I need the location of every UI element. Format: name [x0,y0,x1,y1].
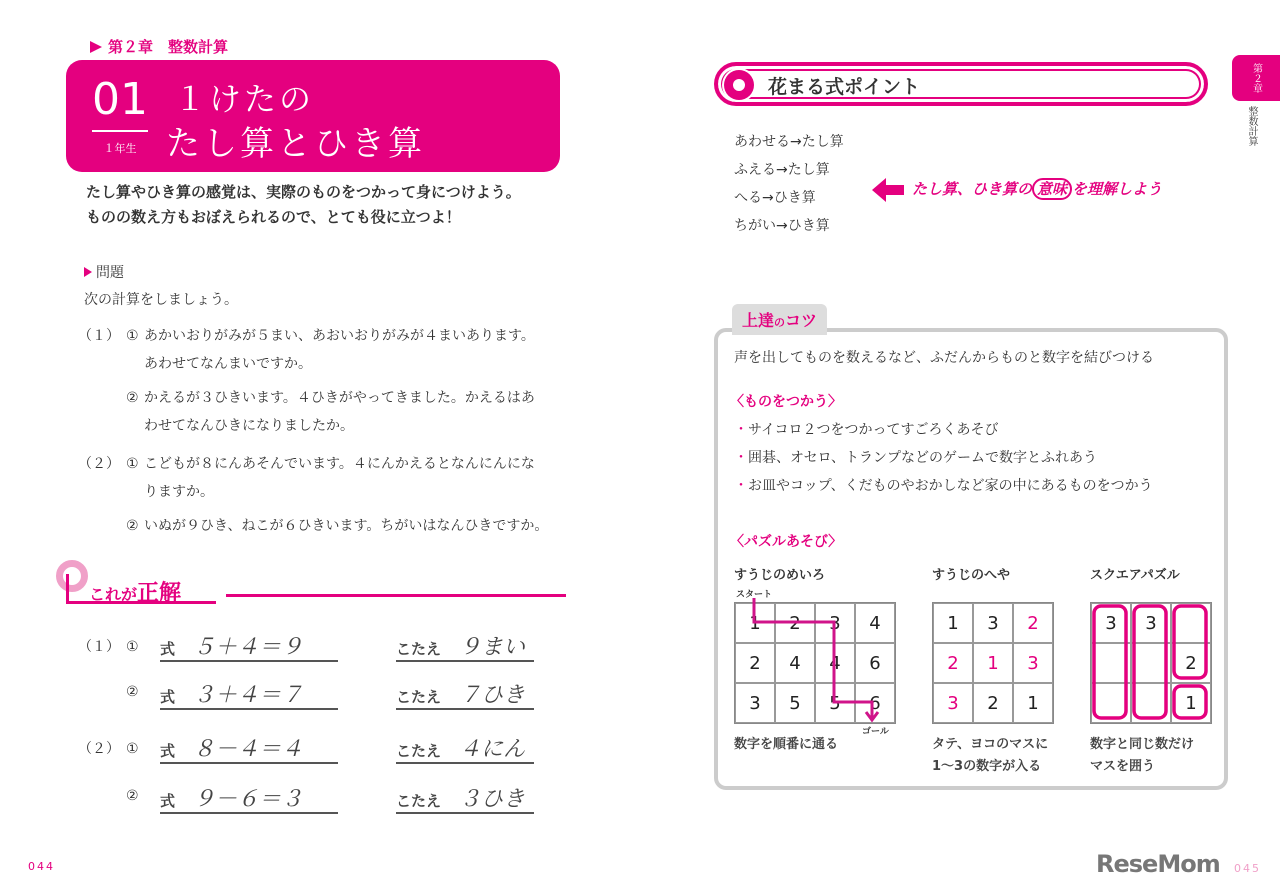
hint-circled: 意味 [1032,178,1072,200]
puzzle-grid [1090,602,1212,724]
hint-text [912,178,1162,199]
problem-text [144,512,548,540]
title-line-2: たし算とひき算 [166,124,425,164]
puzzle-cell: 5 [815,683,855,723]
puzzle-cell: 3 [933,683,973,723]
keyword-item: ふえる→たし算 [734,162,830,178]
puzzle-cell: 3 [1131,603,1171,643]
puzzle-cell [1131,643,1171,683]
bullet: ・ [734,450,748,466]
answer-value: ９まい [459,635,526,660]
equation-value: ３＋４＝７ [193,683,304,708]
chapter-text: 第２章 整数計算 [108,38,229,56]
problem-heading [84,262,124,282]
puzzle-grid [734,602,896,724]
watermark-logo: ReseMom [1096,850,1220,878]
things-text: サイコロ２つをつかってすごろくあそび [748,422,999,438]
tips-tab [732,304,827,335]
problem-list [78,322,598,546]
hint-b: を理解しよう [1072,180,1163,198]
equation-label: 式 [160,792,176,810]
problem-mark: ① [126,456,139,472]
puzzle-cell: 3 [973,603,1013,643]
problem-line: りますか。 [144,484,214,500]
puzzle-caption [1090,734,1194,778]
answer [396,678,534,710]
answer-value: ４にん [459,737,526,762]
equation [160,630,338,662]
problem-mark: ① [126,328,139,344]
answer-mark: ① [126,639,139,655]
point-title: 花まる式ポイント [768,76,921,98]
answer-row [78,635,526,660]
tips-tab-b: の [774,316,786,329]
problem-line: いぬが９ひき、ねこが６ひきいます。ちがいはなんひきですか。 [144,518,549,534]
equation [160,732,338,764]
puzzle-cell: 3 [1091,603,1131,643]
problem-number: （２） [78,456,120,472]
puzzle-title: すうじのへや [932,568,1011,583]
puzzle-caption [734,734,838,756]
heading-rule [226,594,566,597]
chapter-side-tab[interactable]: 第２章 [1232,55,1280,101]
problem-number: （１） [78,328,120,344]
puzzle-title: すうじのめいろ [734,568,826,583]
answer-heading-b: 正解 [137,581,182,606]
problem-item [78,322,598,378]
answer-heading [56,556,568,616]
puzzle-cell: 2 [933,643,973,683]
things-item [734,472,1153,500]
tips-lead: 声を出してものを数えるなど、ふだんからものと数字を結びつける [734,350,1154,366]
puzzle-cell: 4 [775,643,815,683]
puzzle-cell [1091,683,1131,723]
problem-line: わせてなんひきになりましたか。 [144,418,354,434]
equation [160,678,338,710]
chapter-label [90,36,228,57]
answer-number: （１） [78,639,120,655]
problem-line: あかいおりがみが５まい、あおいおりがみが４まいあります。 [144,328,535,344]
answer-heading-a: これが [89,585,138,604]
keyword-item: へる→ひき算 [734,190,816,206]
things-text: お皿やコップ、くだものやおかしなど家の中にあるものをつかう [748,478,1153,494]
page-number-right: 045 [1234,862,1261,875]
answer-label: こたえ [396,688,442,706]
problem-line: こどもが８にんあそんでいます。４にんかえるとなんにんにな [144,456,535,472]
problem-line: かえるが３ひきいます。４ひきがやってきました。かえるはあ [144,390,535,406]
answer-value: ７ひき [459,683,526,708]
problem-item [78,450,598,506]
puzzle-heading: 〈パズルあそび〉 [730,534,843,550]
puzzle-cell: 2 [1013,603,1053,643]
caption-line: 数字と同じ数だけ [1090,737,1195,752]
triangle-icon [84,267,92,277]
answer-mark: ① [126,741,139,757]
puzzle-cell: 3 [735,683,775,723]
things-heading: 〈ものをつかう〉 [730,394,842,410]
goal-label: ゴール [862,727,889,737]
problem-instruction: 次の計算をしましょう。 [84,292,238,308]
puzzle-cell: 4 [815,643,855,683]
left-arrow-icon [872,178,904,202]
lesson-number: 01 [92,74,148,125]
things-text: 囲碁、オセロ、トランプなどのゲームで数字とふれあう [748,450,1098,466]
puzzle-cell: 1 [1013,683,1053,723]
problem-text [144,322,535,378]
puzzle-cell: 1 [973,643,1013,683]
tips-tab-c: コツ [785,311,818,330]
puzzle-cell: 4 [855,603,895,643]
puzzle-cell: 1 [1171,683,1211,723]
puzzle-cell: 2 [1171,643,1211,683]
lesson-title-box [66,60,560,172]
problem-mark: ② [126,390,139,406]
problem-line: あわせてなんまいですか。 [144,356,312,372]
caption-line: 数字を順番に通る [734,737,839,752]
equation-label: 式 [160,688,176,706]
answer-label: こたえ [396,640,442,658]
start-label: スタート [736,590,773,600]
things-list [734,416,1153,500]
hint-a: たし算、ひき算の [912,180,1033,198]
keyword-item: あわせる→たし算 [734,134,844,150]
flag-icon [90,41,102,53]
puzzle-cell: 3 [815,603,855,643]
answer-mark: ② [126,788,139,804]
divider [92,130,148,132]
tips-tab-a: 上達 [742,311,775,330]
caption-line: 1～3の数字が入る [932,759,1042,774]
equation-label: 式 [160,640,176,658]
answer-number: （２） [78,741,120,757]
puzzle-cell [1171,603,1211,643]
problem-item [78,512,598,540]
puzzle-cell: 2 [775,603,815,643]
things-item [734,416,1153,444]
answer [396,630,534,662]
title-line-1: １けたの [174,80,315,118]
answer-mark: ② [126,684,139,700]
page-number-left: 044 [28,860,55,873]
equation [160,782,338,814]
answer-label: こたえ [396,742,442,760]
puzzle-grid [932,602,1054,724]
flower-icon [724,70,754,100]
answer [396,782,534,814]
caption-line: タテ、ヨコのマスに [932,737,1049,752]
puzzle-cell: 2 [735,643,775,683]
problem-text [144,450,535,506]
intro-line: ものの数え方もおぼえられるので、とても役に立つよ！ [86,208,461,226]
puzzle-cell: 5 [775,683,815,723]
point-banner [714,62,1208,106]
puzzle-title: スクエアパズル [1090,568,1180,583]
grade-label: １年生 [103,142,137,155]
chapter-side-name: 整数計算 [1246,106,1257,146]
puzzle-cell: 2 [973,683,1013,723]
answer-label: こたえ [396,792,442,810]
puzzle-cell: 6 [855,643,895,683]
problem-heading-text: 問題 [96,265,124,281]
answer-row [78,737,526,762]
problem-item [78,384,598,440]
answer-row [78,683,526,708]
problem-text [144,384,535,440]
things-item [734,444,1153,472]
equation-value: ５＋４＝９ [193,635,304,660]
bullet: ・ [734,422,748,438]
intro-line: たし算やひき算の感覚は、実際のものをつかって身につけよう。 [86,183,521,201]
puzzle-cell: 1 [735,603,775,643]
caption-line: マスを囲う [1090,759,1156,774]
answer [396,732,534,764]
puzzle-cell: 1 [933,603,973,643]
keyword-item: ちがい→ひき算 [734,218,830,234]
problem-number [78,512,126,540]
answer-value: ３ひき [459,787,526,812]
answer-heading-label [66,574,216,604]
puzzle-cell [1131,683,1171,723]
problem-number [78,384,126,440]
puzzle-cell: 6 [855,683,895,723]
puzzle-caption [932,734,1048,778]
equation-value: ９－６＝３ [193,787,304,812]
bullet: ・ [734,478,748,494]
answer-row [78,787,526,812]
puzzle-cell [1091,643,1131,683]
intro-text [86,180,521,230]
equation-value: ８－４＝４ [193,737,304,762]
equation-label: 式 [160,742,176,760]
keyword-list [734,128,844,240]
problem-mark: ② [126,518,139,534]
puzzle-cell: 3 [1013,643,1053,683]
